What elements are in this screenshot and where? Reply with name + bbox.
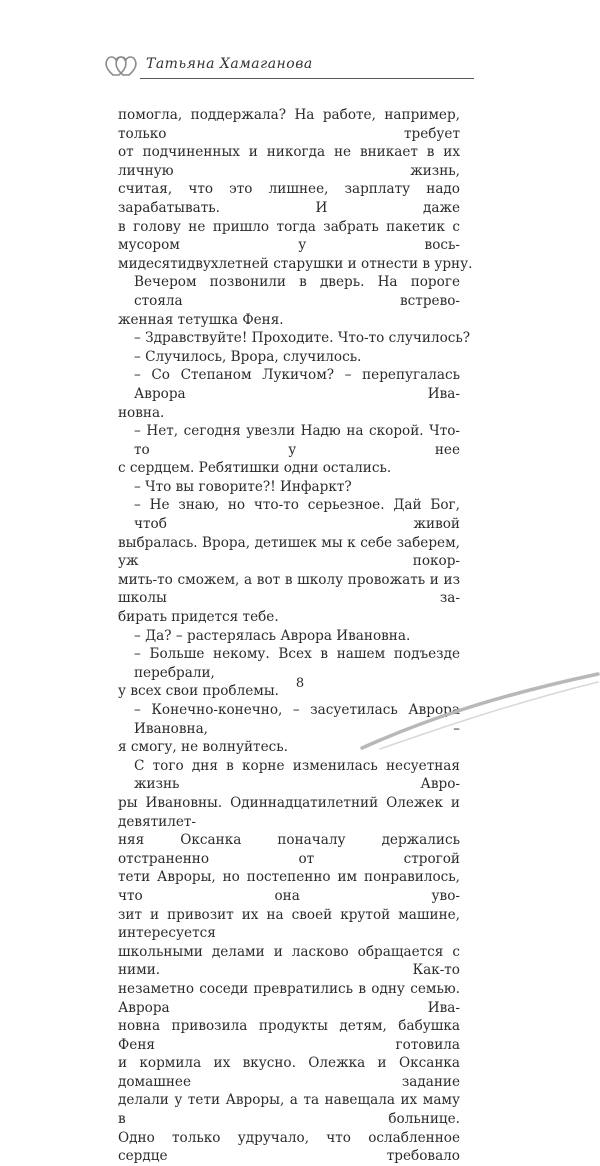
text-line: новна привозила продукты детям, бабушка Феня готовила — [118, 1018, 460, 1053]
text-line: ры Ивановны. Одиннадцатилетний Олежек и девятилет- — [118, 794, 460, 830]
text-line: помогла, поддержала? На работе, например, только требует — [118, 107, 460, 142]
text-line: – Нет, сегодня увезли Надю на скорой. Что-то у нее — [134, 423, 460, 458]
text-line: – Больше некому. Всех в нашем подъезде перебрали, — [134, 646, 460, 681]
text-line: – Конечно-конечно, – засуетилась Аврора Ивановна, – — [134, 702, 460, 737]
author-name: Татьяна Хамаганова — [146, 56, 313, 72]
text-line: выбралась. Врора, детишек мы к себе заберем, уж покор- — [118, 534, 460, 570]
text-line: тети Авроры, но постепенно им понравилось, что она уво- — [118, 869, 460, 904]
text-line: няя Оксанка поначалу держались отстраненно от строгой — [118, 832, 460, 867]
text-line: Вечером позвонили в дверь. На пороге стояла встрево- — [134, 274, 460, 309]
text-line: зит и привозит их на своей крутой машине, интересуется — [118, 906, 460, 942]
text-line: – Здравствуйте! Проходите. Что-то случилось? — [134, 330, 471, 347]
text-line: бирать придется тебе. — [118, 609, 279, 626]
text-line: С того дня в корне изменилась несуетная жизнь Авро- — [134, 757, 460, 793]
running-header — [104, 52, 474, 82]
text-line: женная тетушка Феня. — [118, 311, 284, 328]
text-line: мидесятидвухлетней старушки и отнести в урну. — [118, 255, 473, 272]
text-line: – Да? – растерялась Аврора Ивановна. — [134, 627, 411, 644]
text-line: Одно только удручало, что ослабленное сердце требовало — [118, 1129, 460, 1165]
text-line: в голову не пришло тогда забрать пакетик с мусором у вось- — [118, 218, 460, 254]
text-line: с сердцем. Ребятишки одни остались. — [118, 460, 392, 477]
decorative-swoosh — [360, 652, 600, 750]
text-line: незаметно соседи превратились в одну семью. Аврора Ива- — [118, 980, 460, 1016]
text-line: – Со Степаном Лукичом? – перепугалась Аврора Ива- — [134, 367, 460, 402]
text-line: – Что вы говорите?! Инфаркт? — [134, 478, 352, 495]
header-rule — [140, 78, 474, 79]
page-number: 8 — [295, 676, 305, 691]
text-line: я смогу, не волнуйтесь. — [118, 739, 288, 756]
text-line: у всех свои проблемы. — [118, 683, 279, 700]
text-line: новна. — [118, 404, 165, 421]
text-line: делали у тети Авроры, а та навещала их маму в больнице. — [118, 1092, 460, 1128]
text-line: считая, что это лишнее, зарплату надо зарабатывать. И даже — [118, 181, 460, 216]
text-line: школьными делами и ласково обращается с ними. Как-то — [118, 943, 460, 979]
text-line: и кормила их вкусно. Олежка и Оксанка домашнее задание — [118, 1055, 460, 1090]
text-line: – Случилось, Врора, случилось. — [134, 348, 362, 365]
double-heart-logo-icon — [104, 54, 140, 78]
text-line: от подчиненных и никогда не вникает в их личную жизнь, — [118, 144, 460, 179]
body-text — [118, 106, 473, 1166]
text-line: мить-то сможем, а вот в школу провожать и из школы за- — [118, 571, 460, 607]
text-line: – Не знаю, но что-то серьезное. Дай Бог, чтоб живой — [134, 497, 460, 533]
